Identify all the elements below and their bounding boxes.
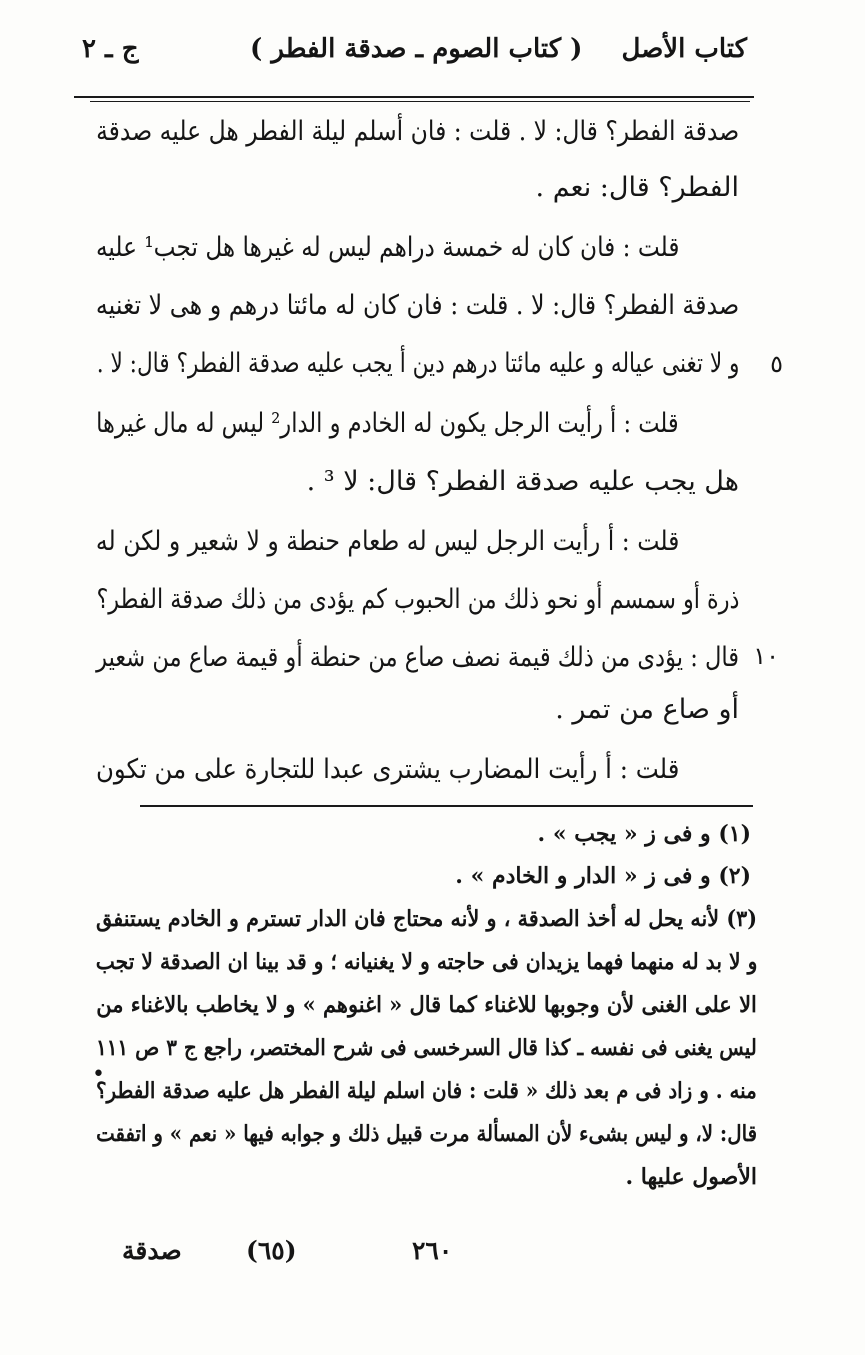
footnote-3-line-6: قال: لا، و ليس بشىء لأن المسألة مرت قبيل ذلك و جوابه فيها « نعم » و اتفقت xyxy=(96,1121,757,1147)
footnote-1: (١) و فى ز « يجب » . xyxy=(537,821,751,847)
footer-catchword: صدقة xyxy=(122,1236,182,1265)
line-number-10: ١٠ xyxy=(753,642,779,670)
header-section-title: ( كتاب الصوم ـ صدقة الفطر ) xyxy=(250,34,583,64)
header-rule-thin xyxy=(90,101,750,102)
footer-page-number: ٢٦٠ xyxy=(412,1236,453,1265)
margin-dot: • xyxy=(92,1062,105,1087)
body-line-11: أو صاع من تمر . xyxy=(555,694,739,725)
body-line-5: و لا تغنى عياله و عليه مائتا درهم دين أ يجب عليه صدقة الفطر؟ قال: لا . xyxy=(96,348,739,379)
line-number-5: ٥ xyxy=(770,350,783,378)
footnote-3-line-1: (٣) لأنه يحل له أخذ الصدقة ، و لأنه محتاج فان الدار تسترم و الخادم يستنفق xyxy=(95,906,757,932)
body-line-1: صدقة الفطر؟ قال: لا . قلت : فان أسلم ليلة الفطر هل عليه صدقة xyxy=(95,116,739,147)
footnote-3-line-3: الا على الغنى لأن وجوبها للاغناء كما قال « اغنوهم » و لا يخاطب بالاغناء من xyxy=(96,992,757,1018)
body-line-8: قلت : أ رأيت الرجل ليس له طعام حنطة و لا شعير و لكن له xyxy=(95,526,679,557)
body-line-4: صدقة الفطر؟ قال: لا . قلت : فان كان له مائتا درهم و هى لا تغنيه xyxy=(95,290,739,321)
body-line-6: قلت : أ رأيت الرجل يكون له الخادم و الدار² ليس له مال غيرها xyxy=(96,408,679,439)
body-line-9: ذرة أو سمسم أو نحو ذلك من الحبوب كم يؤدى من ذلك صدقة الفطر؟ xyxy=(95,584,739,615)
footnote-3-line-5: منه . و زاد فى م بعد ذلك « قلت : فان اسلم ليلة الفطر هل عليه صدقة الفطر؟ xyxy=(96,1078,757,1104)
footnote-3-line-2: و لا بد له منهما فهما يزيدان فى حاجته و لا يغنيانه ؛ و قد بينا ان الصدقة لا تجب xyxy=(95,949,757,975)
footer-signature: (٦٥) xyxy=(246,1236,297,1265)
header-book-title: كتاب الأصل xyxy=(621,34,747,64)
header-rule xyxy=(74,96,754,98)
footnote-2: (٢) و فى ز « الدار و الخادم » . xyxy=(455,863,751,889)
body-line-7: هل يجب عليه صدقة الفطر؟ قال: لا ³ . xyxy=(306,466,739,497)
footnote-rule xyxy=(140,805,753,807)
footnote-3-line-4: ليس يغنى فى نفسه ـ كذا قال السرخسى فى شرح المختصر، راجع ج ٣ ص ١١١ xyxy=(96,1035,757,1061)
body-line-10: قال : يؤدى من ذلك قيمة نصف صاع من حنطة أو قيمة صاع من شعير xyxy=(96,642,739,673)
body-line-2: الفطر؟ قال: نعم . xyxy=(535,172,739,203)
header-volume: ج ـ ٢ xyxy=(82,34,139,64)
footnote-3-line-7: الأصول عليها . xyxy=(625,1164,757,1190)
body-line-3: قلت : فان كان له خمسة دراهم ليس له غيرها هل تجب¹ عليه xyxy=(95,232,679,263)
body-line-12: قلت : أ رأيت المضارب يشترى عبدا للتجارة على من تكون xyxy=(95,754,679,785)
